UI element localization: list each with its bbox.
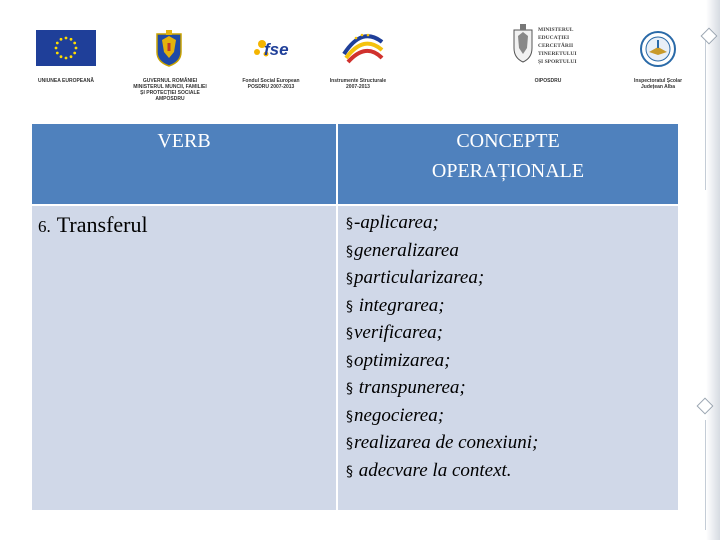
section-bullet-icon: § (346, 243, 353, 260)
concept-text: particularizarea; (354, 267, 485, 288)
verb-header-cell (31, 123, 337, 205)
structural-caption: Instrumente Structurale 2007-2013 (329, 78, 387, 90)
concept-text: realizarea de conexiuni; (354, 432, 539, 453)
concept-text: verificarea; (354, 322, 443, 343)
fse-logo (248, 30, 296, 64)
romania-logo (152, 28, 186, 68)
concept-text: negocierea; (354, 404, 445, 426)
concept-text: -aplicarea; (354, 212, 439, 233)
concept-item (346, 430, 538, 458)
section-bullet-icon: § (346, 326, 353, 342)
section-bullet-icon: § (346, 463, 353, 480)
eu-caption: UNIUNEA EUROPEANĂ (38, 78, 94, 84)
romania-caption: GUVERNUL ROMÂNIEI MINISTERUL MUNCII, FAMILIEI ȘI PROTECȚIEI SOCIALE AMPOSDRU (133, 78, 207, 102)
concept-text: generalizarea (354, 239, 459, 261)
partner-logo-strip (0, 0, 720, 120)
concepts-header-line2: OPERAȚIONALE (431, 160, 585, 182)
verb-label: Transferul (56, 212, 148, 237)
section-bullet-icon: § (346, 408, 353, 425)
concept-text: optimizarea; (354, 349, 451, 371)
concept-item (346, 265, 538, 293)
concepts-header-cell (337, 123, 679, 205)
ministry-emblem-icon (510, 22, 536, 64)
verb-item (38, 212, 148, 238)
concept-item (346, 293, 538, 321)
ministry-logo (510, 22, 536, 64)
concept-text: transpunerea; (354, 377, 466, 398)
concepts-body-cell (337, 205, 679, 511)
structural-instruments-logo (336, 28, 388, 68)
inspectorate-caption: Inspectoratul Școlar Județean Alba (633, 78, 683, 90)
concept-item (346, 238, 538, 266)
concepts-header-line1: CONCEPTE (456, 130, 560, 152)
verb-body-cell (31, 205, 337, 511)
section-bullet-icon: § (346, 381, 353, 397)
inspectorate-icon (638, 30, 678, 68)
eu-flag-logo (36, 30, 96, 66)
concept-text: adecvare la context. (354, 459, 512, 481)
fse-icon (248, 30, 296, 64)
concept-item (346, 320, 538, 348)
coat-of-arms-icon (152, 28, 186, 68)
concept-item (346, 375, 538, 403)
eu-flag-icon (36, 30, 96, 66)
verb-concepts-table (30, 122, 680, 512)
decorative-line (705, 420, 706, 530)
concept-text: integrarea; (354, 294, 445, 316)
verb-number: 6. (38, 217, 51, 236)
section-bullet-icon: § (346, 271, 353, 287)
oiposdru-caption: OIPOSDRU (534, 78, 562, 84)
section-bullet-icon: § (346, 353, 353, 370)
concepts-list (346, 210, 538, 485)
section-bullet-icon: § (346, 298, 353, 315)
fse-text: fse (264, 40, 289, 59)
fse-caption: Fondul Social European POSDRU 2007-2013 (242, 78, 300, 90)
ministry-caption: MINISTERUL EDUCAȚIEI CERCETĂRII TINERETULUI ȘI SPORTULUI (538, 27, 577, 65)
structural-instruments-icon (336, 28, 388, 68)
section-bullet-icon: § (346, 436, 353, 452)
verb-header: VERB (157, 130, 211, 152)
concept-item (346, 458, 538, 486)
concept-item (346, 348, 538, 376)
concept-item (346, 210, 538, 238)
inspectorate-logo (638, 30, 678, 68)
concept-item (346, 403, 538, 431)
section-bullet-icon: § (346, 216, 353, 232)
